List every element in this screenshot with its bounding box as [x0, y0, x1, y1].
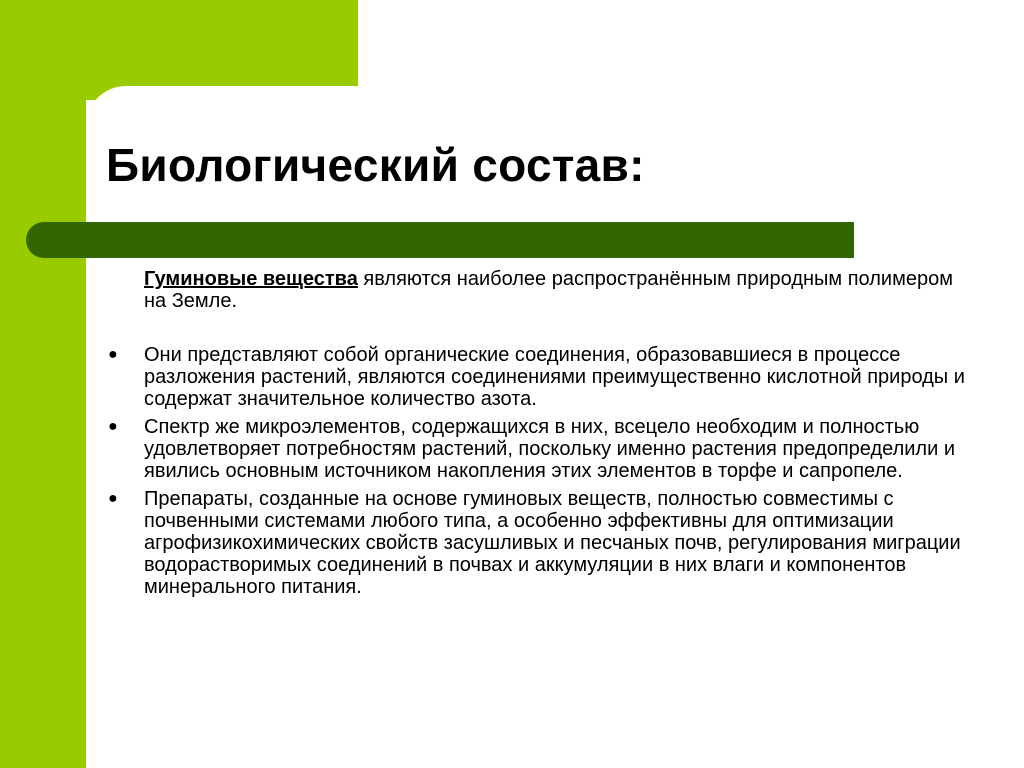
title-underline-bar — [26, 222, 854, 258]
slide-title: Биологический состав: — [106, 139, 645, 191]
intro-text: являются наиболее распространённым природным полимером на Земле. — [144, 268, 953, 312]
list-item — [108, 416, 968, 482]
bullet-list — [108, 344, 968, 598]
list-item — [108, 344, 968, 410]
bullet-icon: ● — [108, 490, 118, 507]
bullet-icon: ● — [108, 346, 118, 363]
slide-body — [108, 268, 968, 604]
list-item-text: Спектр же микроэлементов, содержащихся в них, всецело необходим и полностью удовлетворяет потребностям растений, поскольку именно растения предопределили и явились основным источником накопления этих элементов в торфе и сапропеле. — [144, 416, 955, 482]
list-item-text: Они представляют собой органические соединения, образовавшиеся в процессе разложения растений, являются соединениями преимущественно кислотной природы и содержат значительное количество азота. — [144, 344, 965, 410]
intro-term: Гуминовые вещества — [144, 268, 358, 290]
bullet-icon: ● — [108, 418, 118, 435]
green-accent-left — [0, 0, 86, 768]
intro-paragraph — [144, 268, 968, 312]
list-item — [108, 488, 968, 598]
list-item-text: Препараты, созданные на основе гуминовых веществ, полностью совместимы с почвенными системами любого типа, а особенно эффективны для оптимизации агрофизикохимических свойств засушливых и песчаных почв, регулирования миграции водорастворимых соединений в почвах и аккумуляции в них влаги и компонентов минерального питания. — [144, 488, 961, 598]
